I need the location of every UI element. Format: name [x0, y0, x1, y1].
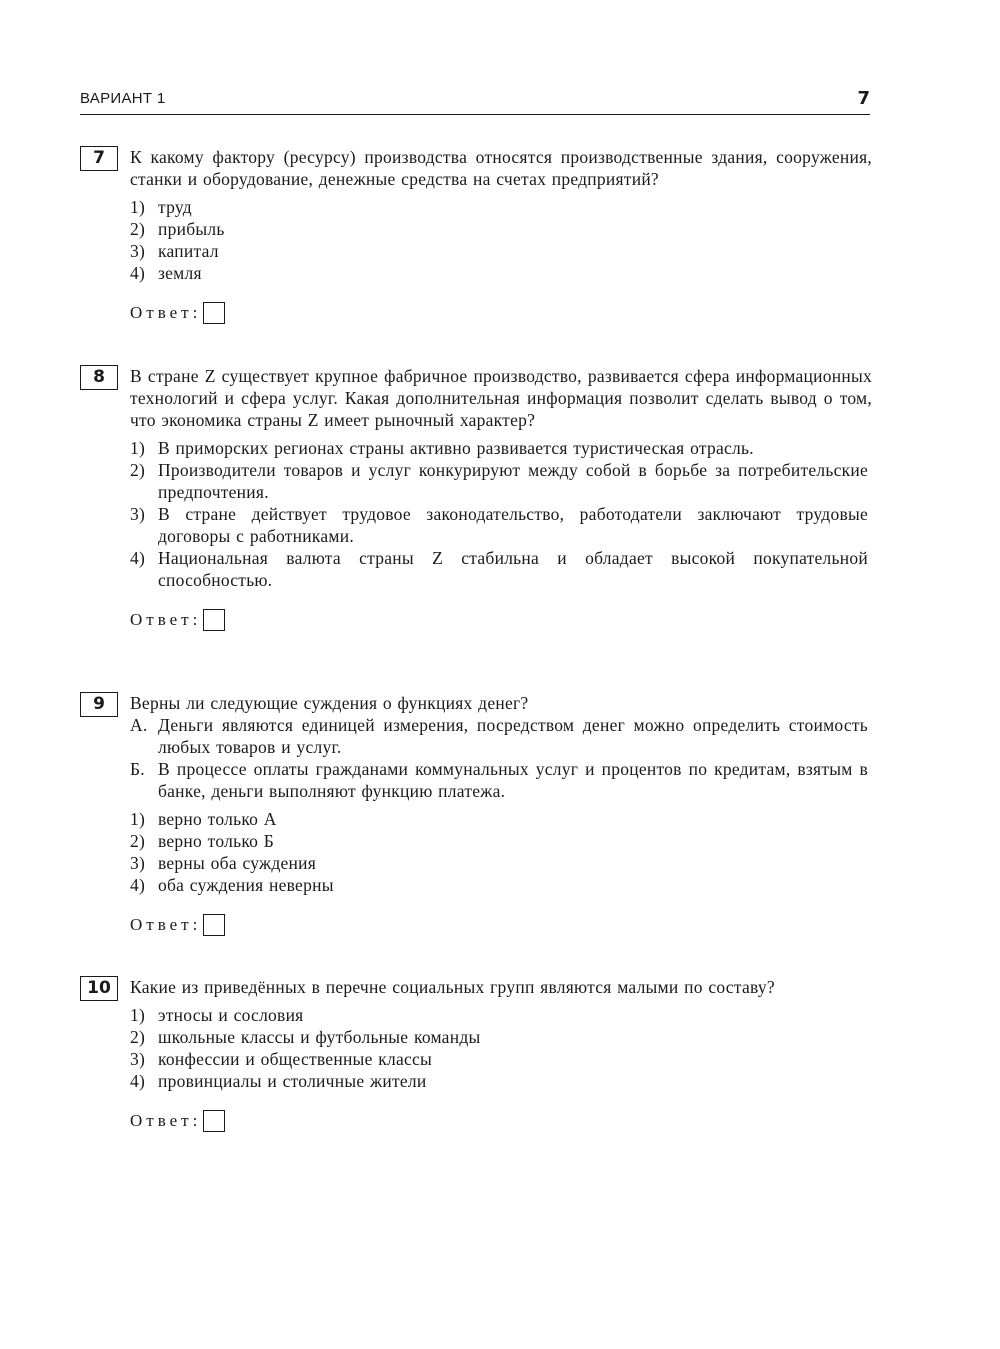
statements: [130, 714, 872, 802]
option-2: 2) верно только Б: [130, 831, 275, 851]
option-1: 1) В приморских регионах страны активно развивается туристическая отрасль.: [130, 438, 754, 458]
option-1: 1) этносы и сословия: [130, 1005, 304, 1025]
task-question: Верны ли следующие суждения о функциях денег?: [130, 693, 529, 713]
option-3: 3) капитал: [130, 241, 219, 261]
option-2: 2) Производители товаров и услуг конкурируют между собой в борьбе за потребительские предпочтения.: [130, 460, 868, 502]
option-4: 4) оба суждения неверны: [130, 875, 334, 895]
page-number: 7: [857, 88, 870, 109]
answer-label: Ответ:: [130, 610, 202, 629]
task-number-box: 7: [80, 146, 118, 171]
option-1: 1) верно только А: [130, 809, 277, 829]
answer-row: [130, 1109, 872, 1133]
answer-row: [130, 608, 872, 632]
answer-row: [130, 301, 872, 325]
answer-label: Ответ:: [130, 303, 202, 322]
task-10: [80, 976, 872, 1133]
answer-options: [130, 808, 872, 896]
task-question: Какие из приведённых в перечне социальных групп являются малыми по составу?: [130, 977, 775, 997]
task-number-box: 8: [80, 365, 118, 390]
option-4: 4) земля: [130, 263, 202, 283]
answer-input-box[interactable]: [203, 914, 225, 936]
task-8: [80, 365, 872, 632]
task-number-box: 9: [80, 692, 118, 717]
option-3: 3) конфессии и общественные классы: [130, 1049, 433, 1069]
answer-label: Ответ:: [130, 915, 202, 934]
answer-input-box[interactable]: [203, 302, 225, 324]
variant-title: ВАРИАНТ 1: [80, 90, 166, 107]
answer-options: [130, 1004, 872, 1092]
answer-options: [130, 196, 872, 284]
page-header: [80, 88, 870, 115]
option-4: 4) провинциалы и столичные жители: [130, 1071, 427, 1091]
answer-input-box[interactable]: [203, 609, 225, 631]
task-number-box: 10: [80, 976, 118, 1001]
answer-options: [130, 437, 872, 591]
option-1: 1) труд: [130, 197, 192, 217]
statement-a: А. Деньги являются единицей измерения, посредством денег можно определить стоимость любых товаров и услуг.: [130, 715, 868, 757]
task-9: [80, 692, 872, 937]
task-question: В стране Z существует крупное фабричное производство, развивается сфера информационных технологий и сфера услуг. Какая дополнительная информация позволит сделать вывод о том, что экономика страны Z имеет рыночный характер?: [130, 366, 872, 430]
answer-row: [130, 913, 872, 937]
statement-b: Б. В процессе оплаты гражданами коммунальных услуг и процентов по кредитам, взятым в банке, деньги выполняют функцию платежа.: [130, 759, 868, 801]
option-2: 2) прибыль: [130, 219, 225, 239]
option-2: 2) школьные классы и футбольные команды: [130, 1027, 481, 1047]
answer-input-box[interactable]: [203, 1110, 225, 1132]
answer-label: Ответ:: [130, 1111, 202, 1130]
option-3: 3) верны оба суждения: [130, 853, 317, 873]
option-3: 3) В стране действует трудовое законодательство, работодатели заключают трудовые договоры с работниками.: [130, 504, 868, 546]
option-4: 4) Национальная валюта страны Z стабильна и обладает высокой покупательной способностью.: [130, 548, 868, 590]
task-question: К какому фактору (ресурсу) производства относятся производственные здания, сооружения, станки и оборудование, денежные средства на счетах предприятий?: [130, 147, 872, 189]
task-7: [80, 146, 872, 325]
